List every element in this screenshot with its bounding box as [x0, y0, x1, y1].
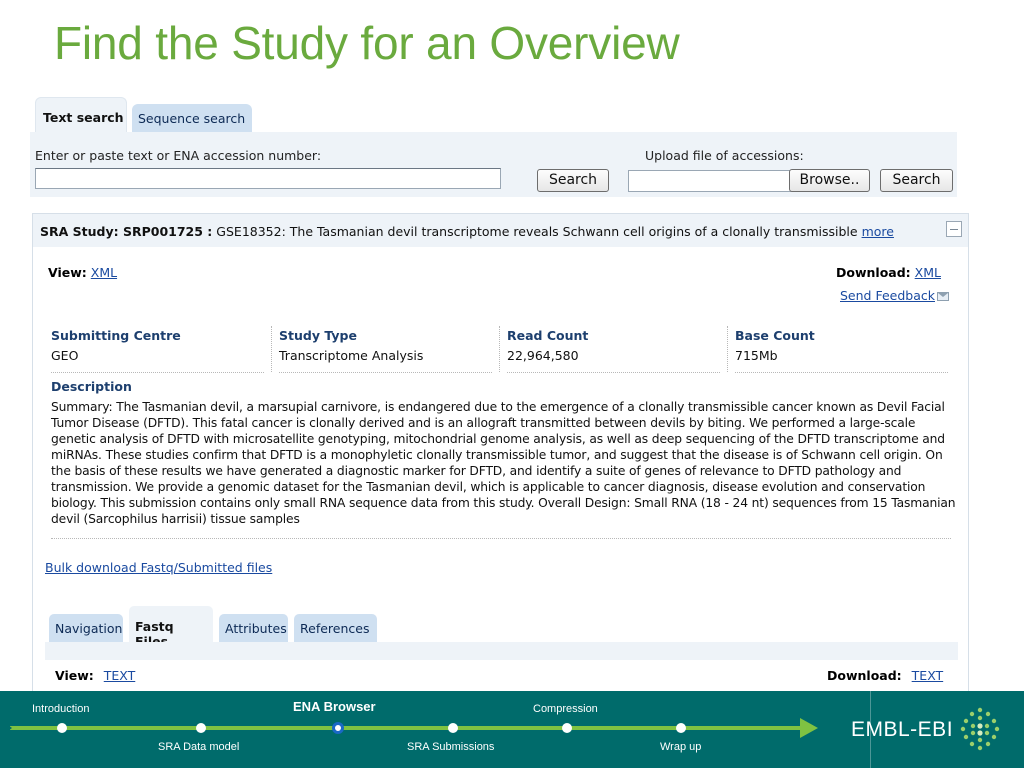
col-head-read-count: Read Count: [507, 328, 589, 343]
view-row: [48, 265, 117, 280]
more-link[interactable]: more: [861, 224, 894, 239]
nav-sra-submissions[interactable]: SRA Submissions: [407, 741, 495, 753]
fastq-files-panel: [45, 642, 958, 694]
files-download-row: [827, 668, 943, 683]
bulk-download-link[interactable]: Bulk download Fastq/Submitted files: [45, 560, 273, 575]
col-val-submitting-centre: GEO: [51, 348, 79, 363]
divider: [727, 326, 728, 372]
send-feedback-link[interactable]: Send Feedback: [840, 288, 935, 303]
files-download-text-link[interactable]: TEXT: [911, 668, 944, 683]
search-panel: [30, 132, 957, 197]
nav-sra-data-model[interactable]: SRA Data model: [158, 741, 240, 753]
collapse-icon[interactable]: [946, 221, 962, 237]
embl-ebi-logo-icon: [958, 706, 1002, 752]
view-xml-link[interactable]: XML: [90, 265, 118, 280]
text-search-input[interactable]: [35, 168, 501, 189]
divider: [279, 372, 492, 373]
mail-icon: [937, 292, 949, 301]
study-panel: [32, 213, 969, 693]
view-label: View:: [48, 265, 87, 280]
feedback-row: [840, 288, 949, 303]
divider: [507, 372, 720, 373]
embl-ebi-logo-text: EMBL-EBI: [851, 718, 954, 741]
nav-wrap-up[interactable]: Wrap up: [660, 741, 702, 753]
study-accession: SRA Study: SRP001725 :: [40, 224, 213, 239]
nav-dot-sra-submissions[interactable]: [448, 723, 458, 733]
download-row: [836, 265, 941, 280]
nav-dot-compression[interactable]: [562, 723, 572, 733]
col-val-read-count: 22,964,580: [507, 348, 579, 363]
divider: [51, 538, 951, 539]
download-label: Download:: [836, 265, 911, 280]
upload-label: Upload file of accessions:: [645, 148, 804, 163]
tab-sequence-search[interactable]: Sequence search: [132, 104, 252, 132]
text-search-label: Enter or paste text or ENA accession number:: [35, 148, 322, 163]
files-view-label: View:: [55, 668, 94, 683]
col-head-study-type: Study Type: [279, 328, 357, 343]
nav-compression[interactable]: Compression: [533, 703, 598, 715]
tab-attributes[interactable]: Attributes: [219, 614, 288, 642]
bulk-download-row: [45, 560, 272, 575]
description-text: Summary: The Tasmanian devil, a marsupial carnivore, is endangered due to the emergence of a clonally transmissible cancer known as Devil Facial Tumor Disease (DFTD). This fatal cancer is clonally derived and is an allograft transmitted between devils by biting. We performed a large-scale genetic analysis of DFTD with microsatellite genotyping, mitochondrial genome analysis, as well as deep sequencing of the DFTD transcriptome and miRNAs. These studies confirm that DFTD is a monophyletic clonally transmissible tumor, and suggest that the disease is of Schwann cell origin. On the basis of these results we have generated a diagnostic marker for DFTD, and identify a suite of genes of relevance to DFTD pathology and transmission. We provide a genomic dataset for the Tasmanian devil, which is applicable to cancer diagnosis, disease evolution and conservation biology. This submission contains only small RNA sequence data from this study. Overall Design: Small RNA (18 - 24 nt) sequences from 15 Tasmanian devil (Sarcophilus harrisii) tissue samples: [51, 400, 956, 526]
download-xml-link[interactable]: XML: [914, 265, 941, 280]
search-button[interactable]: Search: [537, 169, 609, 192]
divider: [735, 372, 948, 373]
nav-dot-wrap-up[interactable]: [676, 723, 686, 733]
slide-title: Find the Study for an Overview: [54, 17, 680, 69]
tab-references[interactable]: References: [294, 614, 377, 642]
footer-nav-bar: [0, 691, 1024, 768]
col-head-submitting-centre: Submitting Centre: [51, 328, 181, 343]
divider: [499, 326, 500, 372]
col-val-base-count: 715Mb: [735, 348, 778, 363]
divider: [51, 372, 264, 373]
study-title: GSE18352: The Tasmanian devil transcriptome reveals Schwann cell origins of a clonally transmissible: [216, 224, 858, 239]
track-tail: [0, 719, 12, 737]
upload-search-button[interactable]: Search: [880, 169, 953, 192]
study-header-text: [40, 224, 894, 239]
divider: [271, 326, 272, 372]
files-download-label: Download:: [827, 668, 902, 683]
nav-dot-ena-browser[interactable]: [332, 722, 344, 734]
tab-fastq-files[interactable]: Fastq: [129, 606, 213, 642]
browse-button[interactable]: Browse..: [789, 169, 870, 192]
col-head-base-count: Base Count: [735, 328, 815, 343]
progress-track: [10, 726, 810, 730]
files-view-row: [55, 668, 135, 683]
nav-dot-introduction[interactable]: [57, 723, 67, 733]
tab-navigation[interactable]: Navigation: [49, 614, 123, 642]
nav-introduction[interactable]: Introduction: [32, 703, 90, 715]
nav-ena-browser[interactable]: ENA Browser: [293, 699, 376, 714]
col-val-study-type: Transcriptome Analysis: [279, 348, 424, 363]
study-header: [33, 214, 968, 247]
description-heading: Description: [51, 379, 132, 394]
tab-text-search[interactable]: Text search: [35, 97, 127, 133]
arrow-head-icon: [800, 718, 818, 738]
files-view-text-link[interactable]: TEXT: [103, 668, 136, 683]
nav-dot-sra-data-model[interactable]: [196, 723, 206, 733]
fastq-files-content: [45, 660, 958, 694]
